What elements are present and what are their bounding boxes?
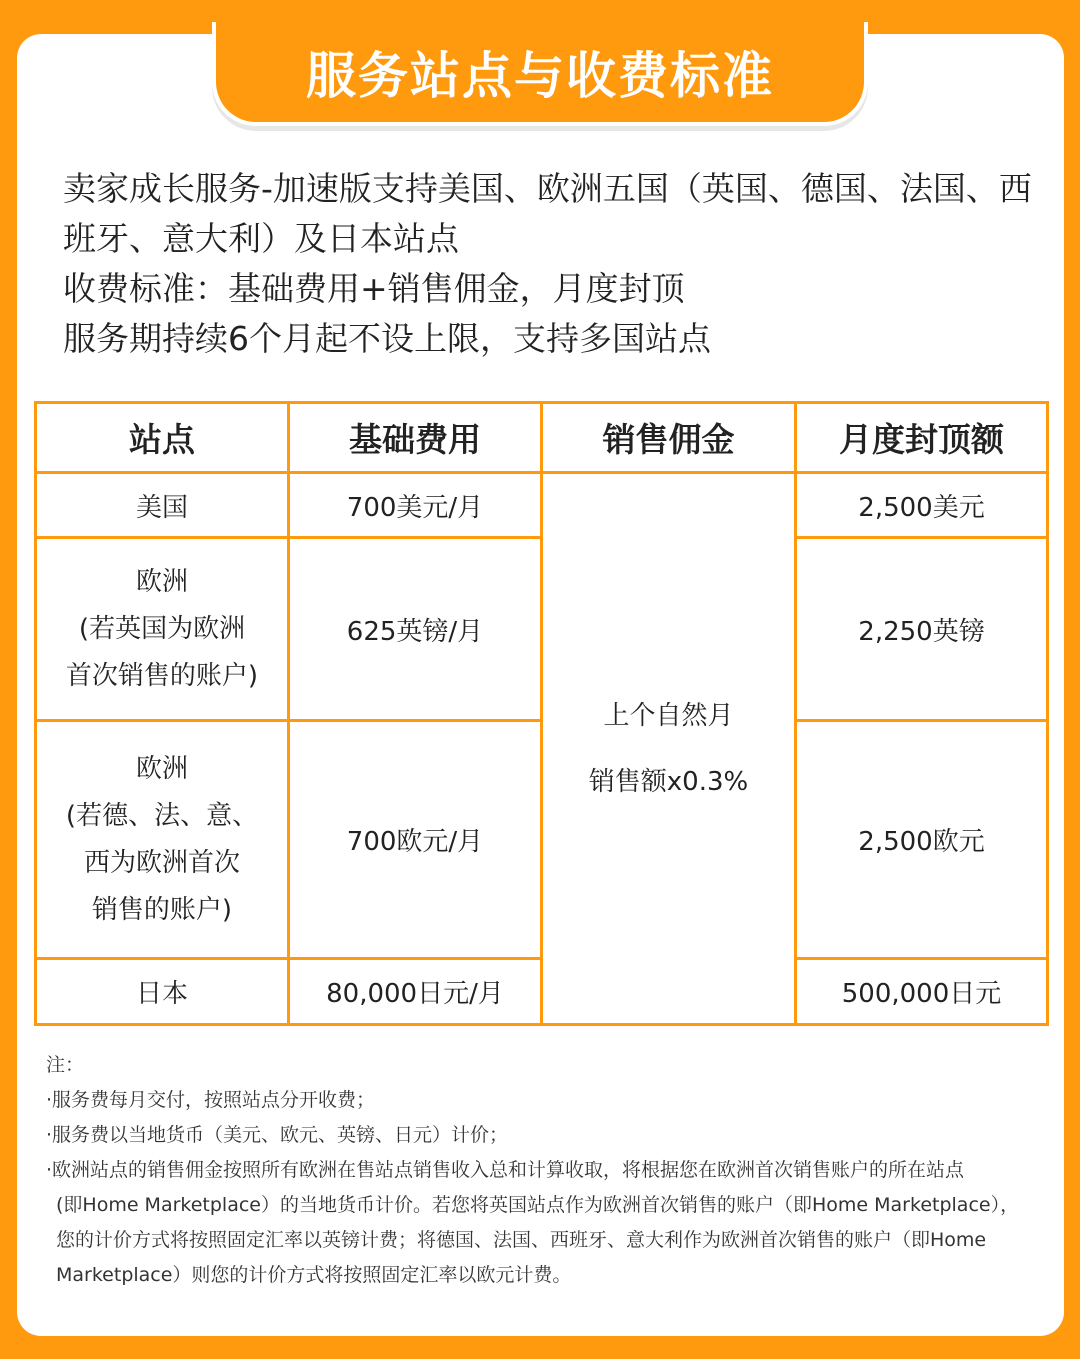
site-cell: 欧洲 (若英国为欧洲 首次销售的账户) bbox=[36, 538, 289, 721]
commission-cell bbox=[542, 473, 796, 1025]
base-fee-cell: 700美元/月 bbox=[289, 473, 542, 538]
table-row bbox=[36, 473, 1048, 538]
intro-line: 卖家成长服务-加速版支持美国、欧洲五国（英国、德国、法国、西班牙、意大利）及日本站点 bbox=[63, 169, 1032, 258]
header-base-fee: 基础费用 bbox=[289, 403, 542, 473]
base-fee-cell: 80,000日元/月 bbox=[289, 959, 542, 1025]
site-cell: 美国 bbox=[36, 473, 289, 538]
site-cell: 日本 bbox=[36, 959, 289, 1025]
note-item: 您的计价方式将按照固定汇率以英镑计费；将德国、法国、西班牙、意大利作为欧洲首次销售的账户（即Home bbox=[56, 1229, 987, 1251]
intro-text bbox=[63, 164, 1033, 364]
note-item: ·服务费以当地货币（美元、欧元、英镑、日元）计价； bbox=[46, 1124, 509, 1146]
header-monthly-cap: 月度封顶额 bbox=[796, 403, 1048, 473]
title-banner bbox=[212, 22, 868, 126]
note-item: ·服务费每月交付，按照站点分开收费； bbox=[46, 1089, 376, 1111]
base-fee-cell: 700欧元/月 bbox=[289, 721, 542, 959]
notes-heading: 注： bbox=[46, 1054, 85, 1076]
commission-line: 上个自然月 bbox=[603, 700, 734, 731]
table-header-row bbox=[36, 403, 1048, 473]
intro-line: 服务期持续6个月起不设上限，支持多国站点 bbox=[63, 319, 711, 358]
note-item: (即Home Marketplace）的当地货币计价。若您将英国站点作为欧洲首次销售的账户（即Home Marketplace）， bbox=[56, 1194, 1020, 1216]
cap-cell: 2,250英镑 bbox=[796, 538, 1048, 721]
note-item: ·欧洲站点的销售佣金按照所有欧洲在售站点销售收入总和计算收取，将根据您在欧洲首次销售账户的所在站点 bbox=[46, 1159, 965, 1181]
notes-section bbox=[46, 1048, 1036, 1293]
commission-line: 销售额x0.3% bbox=[588, 766, 749, 797]
page-title: 服务站点与收费标准 bbox=[306, 47, 774, 105]
base-fee-cell: 625英镑/月 bbox=[289, 538, 542, 721]
intro-line: 收费标准：基础费用+销售佣金，月度封顶 bbox=[63, 269, 685, 308]
header-commission: 销售佣金 bbox=[542, 403, 796, 473]
site-cell: 欧洲 (若德、法、意、 西为欧洲首次 销售的账户) bbox=[36, 721, 289, 959]
header-site: 站点 bbox=[36, 403, 289, 473]
fee-table bbox=[34, 401, 1049, 1026]
cap-cell: 500,000日元 bbox=[796, 959, 1048, 1025]
note-item: Marketplace）则您的计价方式将按照固定汇率以欧元计费。 bbox=[56, 1264, 572, 1286]
cap-cell: 2,500美元 bbox=[796, 473, 1048, 538]
cap-cell: 2,500欧元 bbox=[796, 721, 1048, 959]
